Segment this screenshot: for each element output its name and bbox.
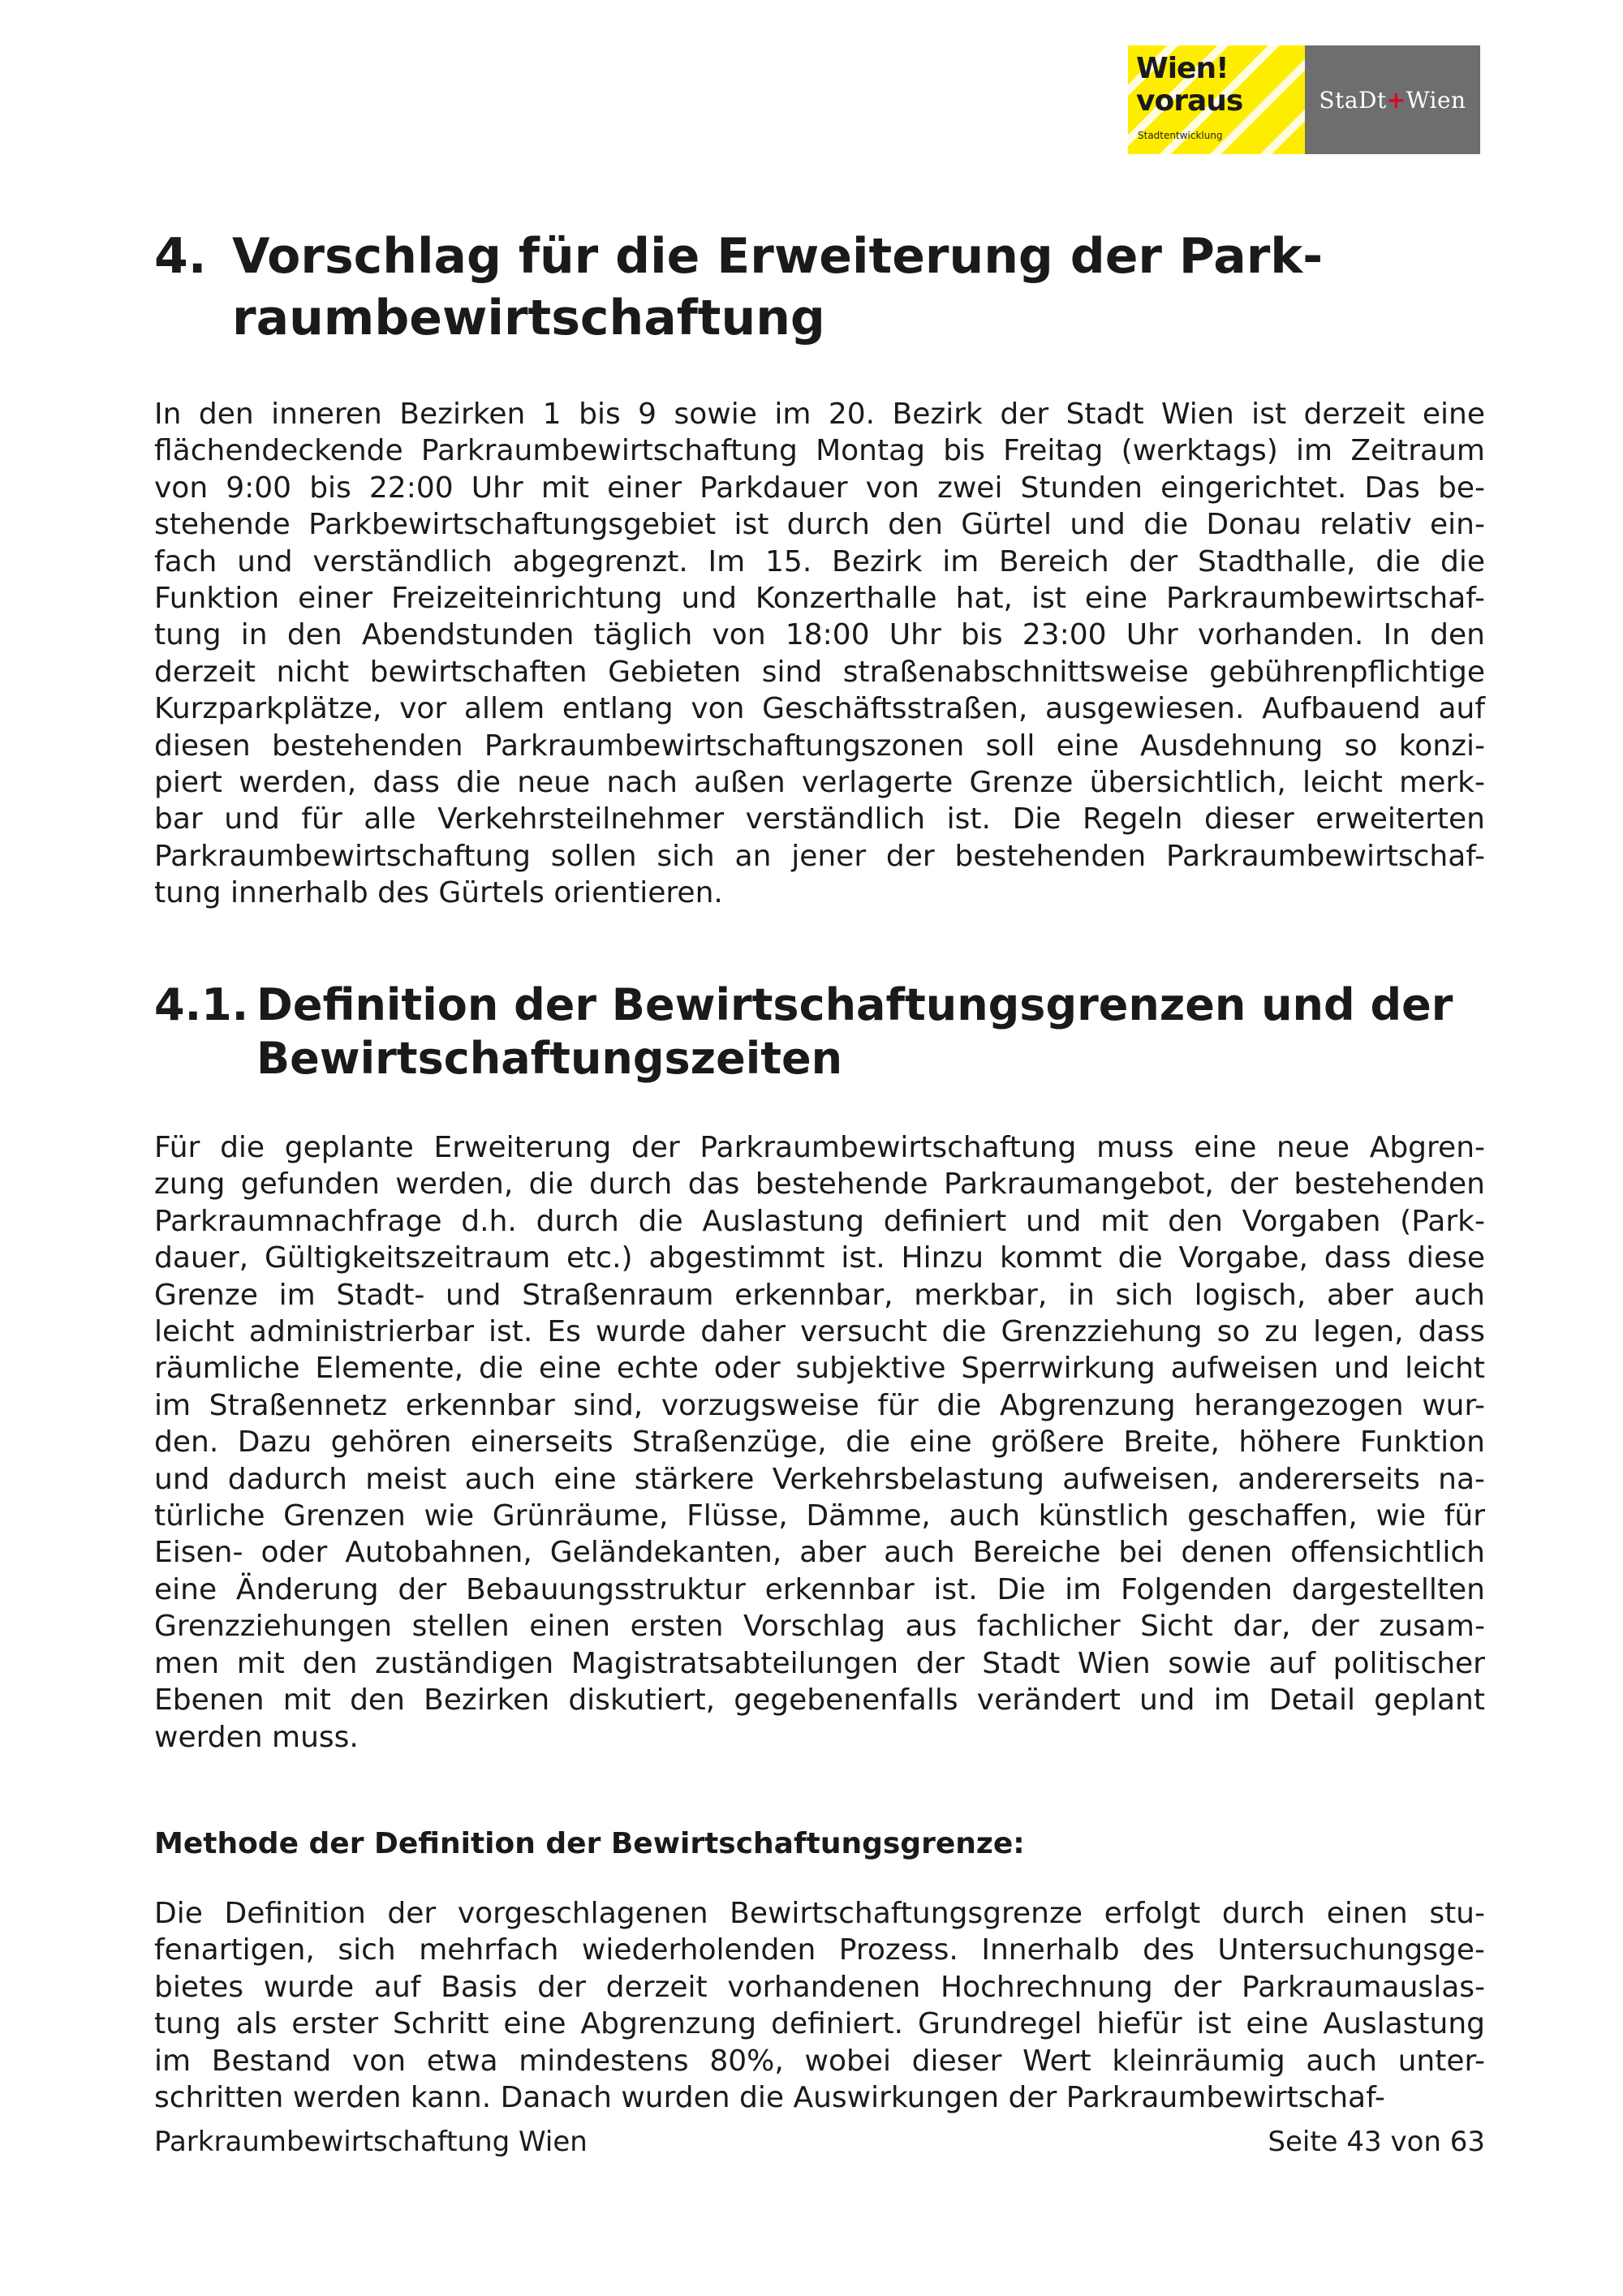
logo-sub: Stadtentwicklung: [1138, 130, 1223, 141]
paragraph-line: werden muss.: [154, 1720, 359, 1754]
subsection-title: [256, 978, 1490, 1086]
section-title-line: raumbewirtschaftung: [232, 290, 825, 346]
subsection-number: 4.1.: [154, 979, 249, 1030]
paragraph-line: von 9:00 bis 22:00 Uhr mit einer Parkdauer von zwei Stunden eingerichtet. Das be-: [154, 471, 1485, 505]
section-title-line: Vorschlag für die Erweiterung der Park-: [232, 228, 1324, 285]
paragraph-line: eine Änderung der Bebauungsstruktur erkennbar ist. Die im Folgenden dargestellten: [154, 1572, 1485, 1606]
paragraph-line: im Straßennetz erkennbar sind, vorzugsweise für die Abgrenzung herangezogen wur-: [154, 1388, 1485, 1422]
logo-line1: Wien!: [1136, 52, 1229, 85]
footer-page-number: Seite 43 von 63: [1268, 2126, 1485, 2158]
stadt-wien-logo-part1: StaDt: [1319, 86, 1387, 114]
wien-voraus-logo: [1128, 45, 1305, 154]
paragraph-line: Ebenen mit den Bezirken diskutiert, gegebenenfalls verändert und im Detail geplant: [154, 1683, 1485, 1718]
method-heading: Methode der Definition der Bewirtschaftungsgrenze:: [154, 1827, 1025, 1860]
paragraph-line: und dadurch meist auch eine stärkere Verkehrsbelastung aufweisen, andererseits na-: [154, 1462, 1485, 1496]
footer-document-title: Parkraumbewirtschaftung Wien: [154, 2126, 588, 2158]
paragraph-line: Grenzziehungen stellen einen ersten Vorschlag aus fachlicher Sicht dar, der zusam-: [154, 1610, 1485, 1644]
paragraph-line: Grenze im Stadt- und Straßenraum erkennbar, merkbar, in sich logisch, aber auch: [154, 1278, 1485, 1312]
paragraph-line: den. Dazu gehören einerseits Straßenzüge, die eine größere Breite, höhere Funktion: [154, 1425, 1485, 1460]
paragraph-line: Die Definition der vorgeschlagenen Bewirtschaftungsgrenze erfolgt durch einen stu-: [154, 1897, 1485, 1930]
subsection-title-line: Definition der Bewirtschaftungsgrenzen und der: [256, 979, 1453, 1030]
stadt-wien-logo: [1305, 45, 1480, 154]
section-title: [232, 226, 1482, 349]
paragraph-line: flächendeckende Parkraumbewirtschaftung Montag bis Freitag (werktags) im Zeitraum: [154, 434, 1485, 468]
page-footer: [154, 2126, 1485, 2158]
paragraph-line: Funktion einer Freizeiteinrichtung und Konzerthalle hat, ist eine Parkraumbewirtschaf-: [154, 582, 1485, 616]
paragraph-line: tung als erster Schritt eine Abgrenzung definiert. Grundregel hiefür ist eine Auslastung: [154, 2007, 1485, 2041]
paragraph-line: fenartigen, sich mehrfach wiederholenden Prozess. Innerhalb des Untersuchungsge-: [154, 1933, 1485, 1967]
subsection-title-line: Bewirtschaftungszeiten: [256, 1033, 843, 1084]
section-number: 4.: [154, 228, 207, 285]
paragraph-line: piert werden, dass die neue nach außen verlagerte Grenze übersichtlich, leicht merk-: [154, 766, 1485, 800]
logo-line2: voraus: [1136, 84, 1243, 118]
paragraph-line: zung gefunden werden, die durch das bestehende Parkraumangebot, der bestehenden: [154, 1167, 1485, 1202]
method-paragraph: [154, 1895, 1485, 2116]
paragraph-line: im Bestand von etwa mindestens 80%, wobei dieser Wert kleinräumig auch unter-: [154, 2044, 1485, 2078]
paragraph-line: Kurzparkplätze, vor allem entlang von Geschäftsstraßen, ausgewiesen. Aufbauend auf: [154, 692, 1485, 726]
stadt-wien-logo-part2: Wien: [1406, 86, 1466, 114]
subsection-paragraph: [154, 1129, 1485, 1756]
paragraph-line: fach und verständlich abgegrenzt. Im 15. Bezirk im Bereich der Stadthalle, die die: [154, 544, 1485, 578]
paragraph-line: diesen bestehenden Parkraumbewirtschaftungszonen soll eine Ausdehnung so konzi-: [154, 729, 1485, 763]
paragraph-line: leicht administrierbar ist. Es wurde daher versucht die Grenzziehung so zu legen, dass: [154, 1315, 1485, 1349]
paragraph-line: bietes wurde auf Basis der derzeit vorhandenen Hochrechnung der Parkraumauslas-: [154, 1970, 1485, 2004]
paragraph-line: tung innerhalb des Gürtels orientieren.: [154, 876, 723, 910]
section-paragraph: [154, 396, 1485, 912]
stadt-wien-logo-plus: +: [1386, 86, 1406, 114]
paragraph-line: Für die geplante Erweiterung der Parkraumbewirtschaftung muss eine neue Abgren-: [154, 1131, 1485, 1164]
paragraph-line: schritten werden kann. Danach wurden die Auswirkungen der Parkraumbewirtschaf-: [154, 2081, 1385, 2115]
paragraph-line: türliche Grenzen wie Grünräume, Flüsse, Dämme, auch künstlich geschaffen, wie für: [154, 1499, 1485, 1533]
paragraph-line: derzeit nicht bewirtschaften Gebieten sind straßenabschnittsweise gebührenpflichtige: [154, 655, 1485, 689]
paragraph-line: Parkraumbewirtschaftung sollen sich an jener der bestehenden Parkraumbewirtschaf-: [154, 839, 1485, 873]
paragraph-line: tung in den Abendstunden täglich von 18:00 Uhr bis 23:00 Uhr vorhanden. In den: [154, 618, 1485, 652]
header-logos: [1128, 45, 1480, 154]
paragraph-line: stehende Parkbewirtschaftungsgebiet ist durch den Gürtel und die Donau relativ ein-: [154, 508, 1485, 542]
paragraph-line: Eisen- oder Autobahnen, Geländekanten, aber auch Bereiche bei denen offensichtlich: [154, 1536, 1485, 1570]
paragraph-line: bar und für alle Verkehrsteilnehmer verständlich ist. Die Regeln dieser erweiterten: [154, 802, 1485, 836]
paragraph-line: Parkraumnachfrage d.h. durch die Auslastung definiert und mit den Vorgaben (Park-: [154, 1204, 1485, 1238]
paragraph-line: men mit den zuständigen Magistratsabteilungen der Stadt Wien sowie auf politischer: [154, 1646, 1485, 1680]
paragraph-line: In den inneren Bezirken 1 bis 9 sowie im 20. Bezirk der Stadt Wien ist derzeit eine: [154, 398, 1485, 431]
paragraph-line: dauer, Gültigkeitszeitraum etc.) abgestimmt ist. Hinzu kommt die Vorgabe, dass diese: [154, 1241, 1485, 1275]
paragraph-line: räumliche Elemente, die eine echte oder subjektive Sperrwirkung aufweisen und leicht: [154, 1352, 1485, 1386]
